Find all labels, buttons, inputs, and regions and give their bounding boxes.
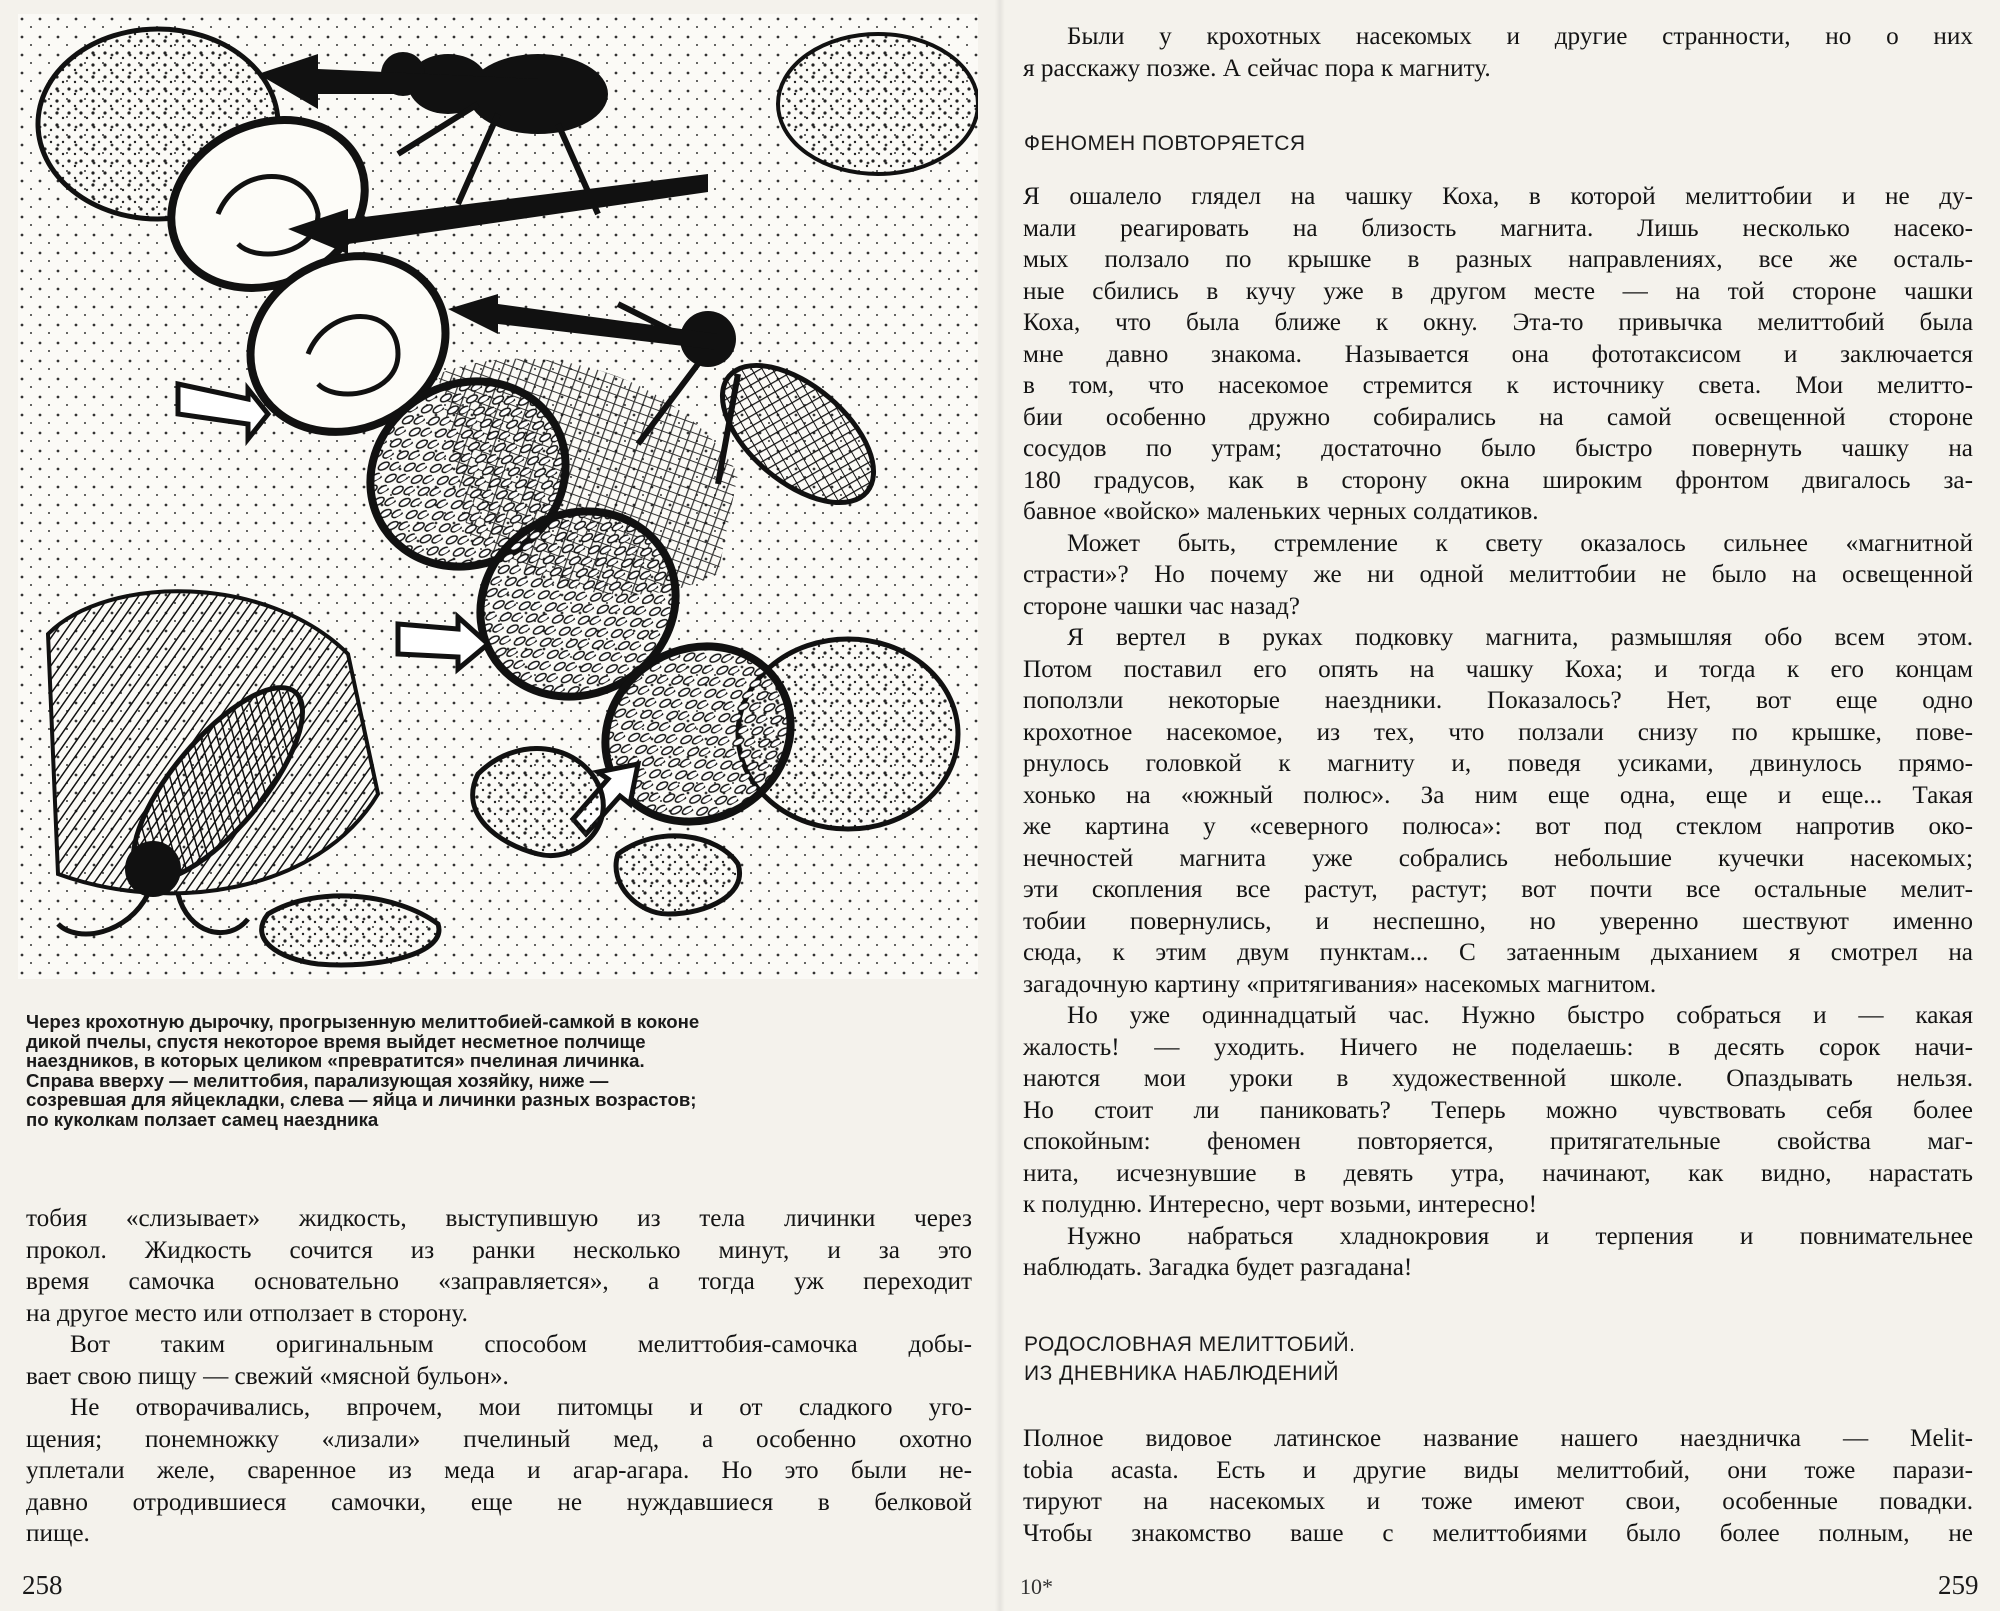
text-line: в том, что насекомое стремится к источнику света. Мои мелитто-	[1023, 372, 1973, 399]
text-line: щения; понемножку «лизали» пчелиный мед, а особенно охотно	[26, 1425, 972, 1453]
text-line: 180 градусов, как в сторону окна широким фронтом двигалось за-	[1023, 466, 1973, 494]
text-line: тируют на насекомых и тоже имеют свои, особенные повадки.	[1023, 1488, 1973, 1515]
text-line: тобии повернулись, и неспешно, но уверенно шествуют именно	[1023, 907, 1973, 935]
insect-cocoon-illustration	[18, 14, 978, 979]
text-line: тобия «слизывает» жидкость, выступившую из тела личинки через	[26, 1205, 972, 1232]
text-line: спокойным: феномен повторяется, притягательные свойства маг-	[1023, 1128, 1973, 1155]
right-section-1-text	[1023, 181, 1973, 1284]
text-line: бавное «войско» маленьких черных солдатиков.	[1023, 498, 1539, 525]
text-line: Не отворачивались, впрочем, мои питомцы и от сладкого уго-	[70, 1394, 972, 1421]
text-line: Были у крохотных насекомых и другие странности, но о них	[1067, 23, 1973, 50]
text-line: мали реагировать на близость магнита. Лишь несколько насеко-	[1023, 214, 1973, 242]
gutter	[995, 0, 1005, 1611]
page-number-right: 259	[1938, 1570, 1979, 1600]
text-line: нечностей магнита уже собрались небольшие кучечки насекомых;	[1023, 844, 1973, 872]
heading-line: ИЗ ДНЕВНИКА НАБЛЮДЕНИЙ	[1024, 1362, 1339, 1385]
text-line: к полудню. Интересно, черт возьми, интересно!	[1023, 1191, 1538, 1218]
text-line: хонько на «южный полюс». За ним еще одна, еще и еще... Такая	[1023, 781, 1973, 809]
caption-line: дикой пчелы, спустя некоторое время выйдет несметное полчище	[26, 1030, 646, 1052]
text-line: Полное видовое латинское название нашего наездничка — Melit-	[1023, 1425, 1973, 1452]
caption-line: Через крохотную дырочку, прогрызенную мелиттобией-самкой в коконе	[26, 1011, 700, 1032]
illustration-caption	[26, 1012, 972, 1129]
text-line: давно отродившиеся самочки, еще не нуждавшиеся в белковой	[26, 1488, 972, 1516]
text-line: Коха, что была ближе к окну. Эта-то привычка мелиттобий была	[1023, 309, 1973, 336]
heading-line: РОДОСЛОВНАЯ МЕЛИТТОБИЙ.	[1024, 1333, 1356, 1356]
caption-line: Справа вверху — мелиттобия, парализующая хозяйку, ниже —	[26, 1069, 609, 1091]
text-line: сюда, к этим двум пунктам... С затаенным дыханием я смотрел на	[1023, 939, 1973, 966]
right-intro-text	[1023, 21, 1973, 84]
text-line: прокол. Жидкость сочится из ранки несколько минут, и за это	[26, 1236, 972, 1264]
text-line: на другое место или отползает в сторону.	[26, 1299, 468, 1327]
text-line: сосудов по утрам; достаточно было быстро повернуть чашку на	[1023, 435, 1973, 462]
text-line: tobia acasta. Есть и другие виды мелиттобий, они тоже парази-	[1023, 1456, 1973, 1484]
section-heading-phenomenon: ФЕНОМЕН ПОВТОРЯЕТСЯ	[1024, 132, 1306, 155]
text-line: рнулось головкой к магниту и, поведя усиками, двинулось прямо-	[1023, 750, 1973, 777]
text-line: мне давно знакома. Называется она фототаксисом и заключается	[1023, 340, 1973, 368]
text-line: ные сбились в кучу уже в другом месте — на той стороне чашки	[1023, 277, 1973, 305]
text-line: загадочную картину «притягивания» насекомых магнитом.	[1023, 970, 1657, 998]
cocoon-top-right	[778, 34, 978, 174]
text-line: наются мои уроки в художественной школе. Опаздывать нельзя.	[1023, 1065, 1973, 1092]
right-section-2-text	[1023, 1423, 1973, 1549]
text-line: Но стоит ли паниковать? Теперь можно чувствовать себя более	[1023, 1096, 1973, 1124]
text-line: Но уже одиннадцатый час. Нужно быстро собраться и — какая	[1067, 1002, 1973, 1029]
text-line: Нужно набраться хладнокровия и терпения и повнимательнее	[1067, 1222, 1973, 1250]
text-line: бии особенно дружно собирались на самой освещенной стороне	[1023, 403, 1973, 431]
printer-signature: 10*	[1020, 1574, 1053, 1599]
text-line: Может быть, стремление к свету оказалось сильнее «магнитной	[1067, 529, 1973, 557]
text-line: крохотное насекомое, из тех, что ползали снизу по крышке, пове-	[1023, 718, 1973, 746]
text-line: нита, исчезнувшие в девять утра, начинают, как видно, нарастать	[1023, 1159, 1973, 1187]
text-line: Чтобы знакомство ваше с мелиттобиями было более полным, не	[1023, 1519, 1973, 1547]
text-line: Потом поставил его опять на чашку Коха; и тогда к его концам	[1023, 655, 1973, 683]
caption-line: созревшая для яйцекладки, слева — яйца и личинки разных возрастов;	[26, 1089, 697, 1110]
text-line: мых ползало по крышке в разных направлениях, все же осталь-	[1023, 246, 1973, 273]
text-line: вает свою пищу — свежий «мясной бульон».	[26, 1362, 509, 1390]
text-line: поползли некоторые наездники. Показалось? Нет, вот еще одно	[1023, 687, 1973, 714]
text-line: время самочка основательно «заправляется», а тогда уж переходит	[26, 1268, 972, 1295]
section-heading-genealogy	[1024, 1330, 1355, 1388]
text-line: стороне чашки час назад?	[1023, 592, 1300, 620]
text-line: Я ошалело глядел на чашку Коха, в которой мелиттобии и не ду-	[1023, 183, 1973, 210]
text-line: пище.	[26, 1520, 90, 1547]
caption-line: наездников, в которых целиком «превратится» пчелиная личинка.	[26, 1050, 645, 1071]
text-line: же картина у «северного полюса»: вот под стеклом напротив око-	[1023, 813, 1973, 840]
text-line: я расскажу позже. А сейчас пора к магниту.	[1023, 54, 1491, 82]
text-line: уплетали желе, сваренное из меда и агар-агара. Но это были не-	[26, 1457, 972, 1484]
text-line: жалость! — уходить. Ничего не поделаешь: в десять сорок начи-	[1023, 1033, 1973, 1061]
text-line: наблюдать. Загадка будет разгадана!	[1023, 1254, 1413, 1281]
text-line: эти скопления все растут, растут; вот почти все остальные мелит-	[1023, 876, 1973, 903]
left-body-text	[26, 1203, 972, 1550]
caption-line: по куколкам ползает самец наездника	[26, 1108, 379, 1130]
page-number-left: 258	[22, 1570, 63, 1600]
text-line: страсти»? Но почему же ни одной мелиттобии не было на освещенной	[1023, 561, 1973, 588]
text-line: Вот таким оригинальным способом мелиттобия-самочка добы-	[70, 1331, 972, 1358]
text-line: Я вертел в руках подковку магнита, размышляя обо всем этом.	[1067, 624, 1973, 651]
